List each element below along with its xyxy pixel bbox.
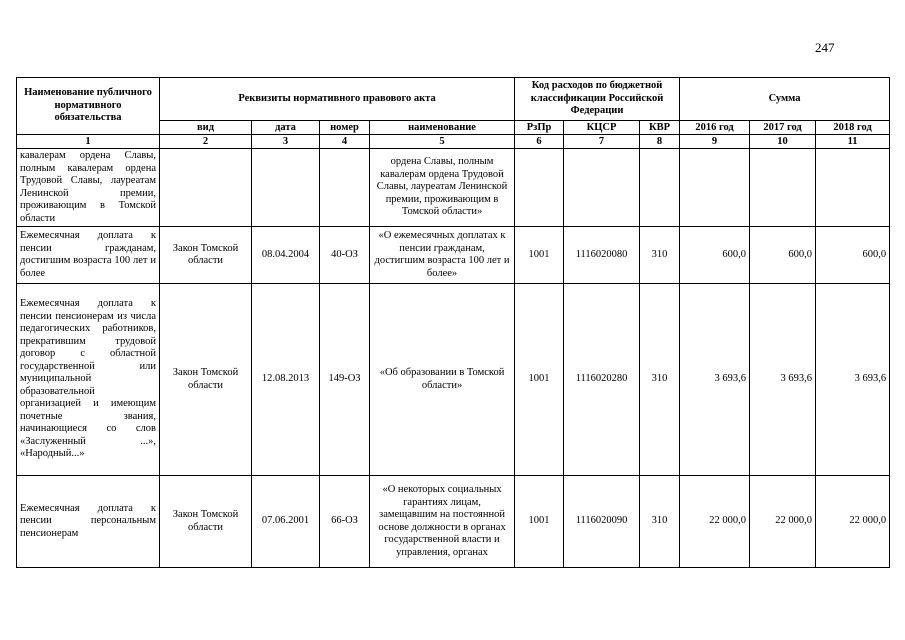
column-number: 11 (816, 135, 890, 149)
kvr-cell (640, 149, 680, 227)
sum-2018-cell: 22 000,0 (816, 476, 890, 568)
header-requisites: Реквизиты нормативного правового акта (160, 78, 515, 121)
header-kcsr: КЦСР (564, 121, 640, 135)
header-kvr: КВР (640, 121, 680, 135)
table-row (17, 149, 890, 227)
rzpr-cell: 1001 (515, 227, 564, 284)
column-number: 10 (750, 135, 816, 149)
kvr-cell: 310 (640, 227, 680, 284)
act-name-cell: ордена Славы, полным кавалерам ордена Трудовой Славы, лауреатам Ленинской премии, проживающим в Томской области» (370, 149, 515, 227)
header-2016: 2016 год (680, 121, 750, 135)
header-rzpr: РзПр (515, 121, 564, 135)
header-2017: 2017 год (750, 121, 816, 135)
rzpr-cell: 1001 (515, 476, 564, 568)
act-type-cell (160, 149, 252, 227)
column-number: 9 (680, 135, 750, 149)
obligation-cell: Ежемесячная доплата к пенсии персональным пенсионерам (17, 476, 160, 568)
column-number: 2 (160, 135, 252, 149)
header-2018: 2018 год (816, 121, 890, 135)
rzpr-cell (515, 149, 564, 227)
act-date-cell: 08.04.2004 (252, 227, 320, 284)
obligation-cell: Ежемесячная доплата к пенсии пенсионерам из числа педагогических работников, прекратившим трудовой договор с областной государственной или муниципальной образовательной организацией и имеющим почетные звания, начинающиеся со слов «Заслуженный ...», «Народный...» (17, 284, 160, 476)
sum-2017-cell: 3 693,6 (750, 284, 816, 476)
act-type-cell: Закон Томской области (160, 227, 252, 284)
act-name-cell: «Об образовании в Томской области» (370, 284, 515, 476)
kvr-cell: 310 (640, 284, 680, 476)
sum-2018-cell: 600,0 (816, 227, 890, 284)
act-name-cell: «О ежемесячных доплатах к пенсии гражданам, достигшим возраста 100 лет и более» (370, 227, 515, 284)
kvr-cell: 310 (640, 476, 680, 568)
sum-2016-cell: 22 000,0 (680, 476, 750, 568)
header-date: дата (252, 121, 320, 135)
column-number: 1 (17, 135, 160, 149)
header-obligation: Наименование публичного нормативного обязательства (17, 78, 160, 135)
rzpr-cell: 1001 (515, 284, 564, 476)
column-number: 6 (515, 135, 564, 149)
table-row (17, 284, 890, 476)
page-number: 247 (815, 40, 835, 55)
column-number: 3 (252, 135, 320, 149)
header-sum: Сумма (680, 78, 890, 121)
column-number: 8 (640, 135, 680, 149)
column-number: 5 (370, 135, 515, 149)
header-number: номер (320, 121, 370, 135)
act-date-cell (252, 149, 320, 227)
header-type: вид (160, 121, 252, 135)
header-budget-code: Код расходов по бюджетной классификации Российской Федерации (515, 78, 680, 121)
sum-2017-cell: 600,0 (750, 227, 816, 284)
table-row (17, 476, 890, 568)
kcsr-cell: 1116020090 (564, 476, 640, 568)
act-type-cell: Закон Томской области (160, 284, 252, 476)
act-date-cell: 07.06.2001 (252, 476, 320, 568)
column-number: 7 (564, 135, 640, 149)
budget-obligations-table (16, 77, 890, 568)
act-number-cell: 66-ОЗ (320, 476, 370, 568)
header-name: наименование (370, 121, 515, 135)
obligation-cell: Ежемесячная доплата к пенсии гражданам, достигшим возраста 100 лет и более (17, 227, 160, 284)
column-number: 4 (320, 135, 370, 149)
act-number-cell: 149-ОЗ (320, 284, 370, 476)
sum-2017-cell: 22 000,0 (750, 476, 816, 568)
kcsr-cell (564, 149, 640, 227)
sum-2018-cell (816, 149, 890, 227)
sum-2016-cell (680, 149, 750, 227)
sum-2016-cell: 600,0 (680, 227, 750, 284)
act-name-cell: «О некоторых социальных гарантиях лицам, замещавшим на постоянной основе должности в органах государственной власти и управления, органах (370, 476, 515, 568)
sum-2016-cell: 3 693,6 (680, 284, 750, 476)
kcsr-cell: 1116020080 (564, 227, 640, 284)
sum-2017-cell (750, 149, 816, 227)
obligation-cell: кавалерам ордена Славы, полным кавалерам ордена Трудовой Славы, лауреатам Ленинской премии, проживающим в Томской области (17, 149, 160, 227)
sum-2018-cell: 3 693,6 (816, 284, 890, 476)
kcsr-cell: 1116020280 (564, 284, 640, 476)
act-number-cell (320, 149, 370, 227)
act-number-cell: 40-ОЗ (320, 227, 370, 284)
table-row (17, 227, 890, 284)
act-date-cell: 12.08.2013 (252, 284, 320, 476)
act-type-cell: Закон Томской области (160, 476, 252, 568)
